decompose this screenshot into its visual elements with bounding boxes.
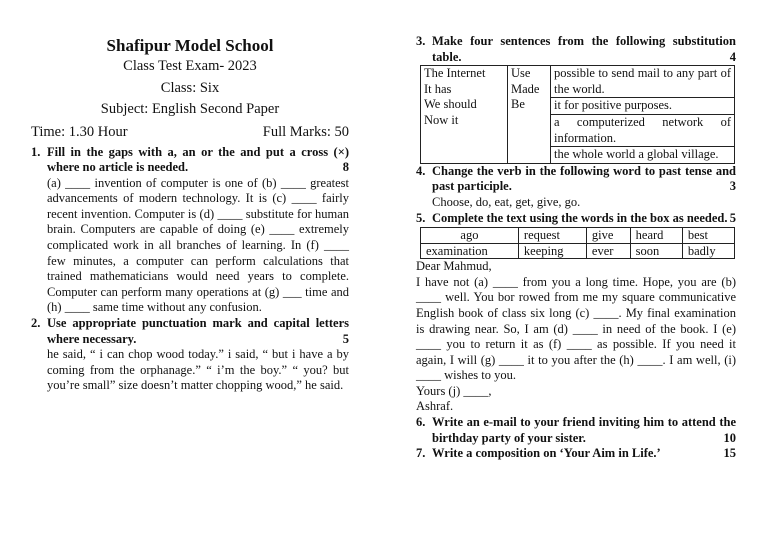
letter-body: I have not (a) ____ from you a long time. Hope, you are (b) ____ well. You bor rowed from me my square communicative English book of class six long (c) ____. My final examination is drawing near. So, I am (d) ____ in need of the book. I (e) ____ you to return it as (f) ____ as possible. If you need it again, I will (g) ____ it to you after the (h) ____. I am well, (i) ____ wishes to you. <box>416 274 736 383</box>
question-2-passage: he said, “ i can chop wood today.” i said, “ but i have a by coming from the orphanage.” “ i’m the boy.” “ you? but you’re small” size doesn’t matter chopping wood,” he said. <box>47 347 349 393</box>
full-marks-label: Full Marks: 50 <box>262 123 349 140</box>
question-7-marks: 15 <box>723 446 736 461</box>
word-cell: examination <box>421 243 519 259</box>
question-5-marks: 5 <box>729 210 736 225</box>
question-4-text: Change the verb in the following word to past tense and past participle. <box>432 163 736 194</box>
question-6-marks: 10 <box>723 430 736 445</box>
word-cell: ago <box>421 228 519 244</box>
word-cell: best <box>682 228 734 244</box>
word-cell: ever <box>586 243 630 259</box>
time-marks-row <box>31 122 349 142</box>
word-cell: keeping <box>518 243 586 259</box>
substitution-table <box>420 65 735 164</box>
question-2-heading: 2. Use appropriate punctuation mark and capital letters where necessary. 5 <box>31 316 349 346</box>
question-7-heading: 7. Write a composition on ‘Your Aim in Life.’ 15 <box>416 446 736 461</box>
question-4-heading: 4. Change the verb in the following word to past tense and past participle. 3 <box>416 163 736 194</box>
word-cell: heard <box>630 228 682 244</box>
time-label: Time: 1.30 Hour <box>31 123 128 140</box>
question-3-heading: 3. Make four sentences from the following substitution table. 4 <box>416 34 736 64</box>
question-6-text: Write an e-mail to your friend inviting him to attend the birthday party of your sister. <box>432 415 736 445</box>
question-3-text: Make four sentences from the following substitution table. <box>432 34 736 64</box>
word-box <box>420 227 735 259</box>
word-cell: soon <box>630 243 682 259</box>
question-5-heading: 5. Complete the text using the words in the box as needed. 5 <box>416 210 736 225</box>
ending-cell: a computerized network of information. <box>551 114 735 146</box>
word-cell: give <box>586 228 630 244</box>
school-name: Shafipur Model School <box>106 36 274 55</box>
question-1-heading: 1. Fill in the gaps with a, an or the and put a cross (×) where no article is needed. 8 <box>31 144 349 175</box>
verbs-cell: Use Made Be <box>508 66 551 164</box>
question-2-text: Use appropriate punctuation mark and capital letters where necessary. <box>47 316 349 346</box>
question-1-marks: 8 <box>342 160 349 175</box>
question-7-text: Write a composition on ‘Your Aim in Life.’ <box>432 446 661 461</box>
letter-closing: Yours (j) ____, <box>416 383 492 398</box>
class-line: Class: Six <box>160 79 220 96</box>
ending-cell: the whole world a global village. <box>551 147 735 164</box>
letter-signature: Ashraf. <box>416 399 454 414</box>
ending-cell: possible to send mail to any part of the world. <box>551 66 735 98</box>
letter-salutation: Dear Mahmud, <box>416 259 492 274</box>
question-1-text: Fill in the gaps with a, an or the and put a cross (×) where no article is needed. <box>47 144 349 175</box>
word-cell: badly <box>682 243 734 259</box>
question-5-text: Complete the text using the words in the box as needed. <box>432 210 728 225</box>
question-2-marks: 5 <box>342 331 349 346</box>
question-4-marks: 3 <box>729 179 736 194</box>
question-6-heading: 6. Write an e-mail to your friend inviting him to attend the birthday party of your sister. 10 <box>416 415 736 445</box>
question-4-verbs: Choose, do, eat, get, give, go. <box>432 194 581 209</box>
question-3-marks: 4 <box>729 49 736 64</box>
left-column <box>31 0 349 394</box>
word-cell: request <box>518 228 586 244</box>
exam-title: Class Test Exam- 2023 <box>123 58 257 74</box>
question-1-passage: (a) ____ invention of computer is one of (b) ____ greatest advancements of modern technology. It is (c) ____ fairly recent invention. Computer is (d) ____ substitute for human brain. Computers are capable of doing (e) ____ extremely complicated work in all branches of learning. In (f) ____ few minutes, a computer can perform calculations that trained mathematicians would need years to complete. Computer can perform many operations at (g) ___ time and (h) ____ same time without any confusion. <box>47 175 349 315</box>
subjects-cell: The Internet It has We should Now it <box>421 66 508 164</box>
ending-cell: it for positive purposes. <box>551 98 735 115</box>
subject-line: Subject: English Second Paper <box>100 101 280 117</box>
right-column <box>416 0 736 462</box>
